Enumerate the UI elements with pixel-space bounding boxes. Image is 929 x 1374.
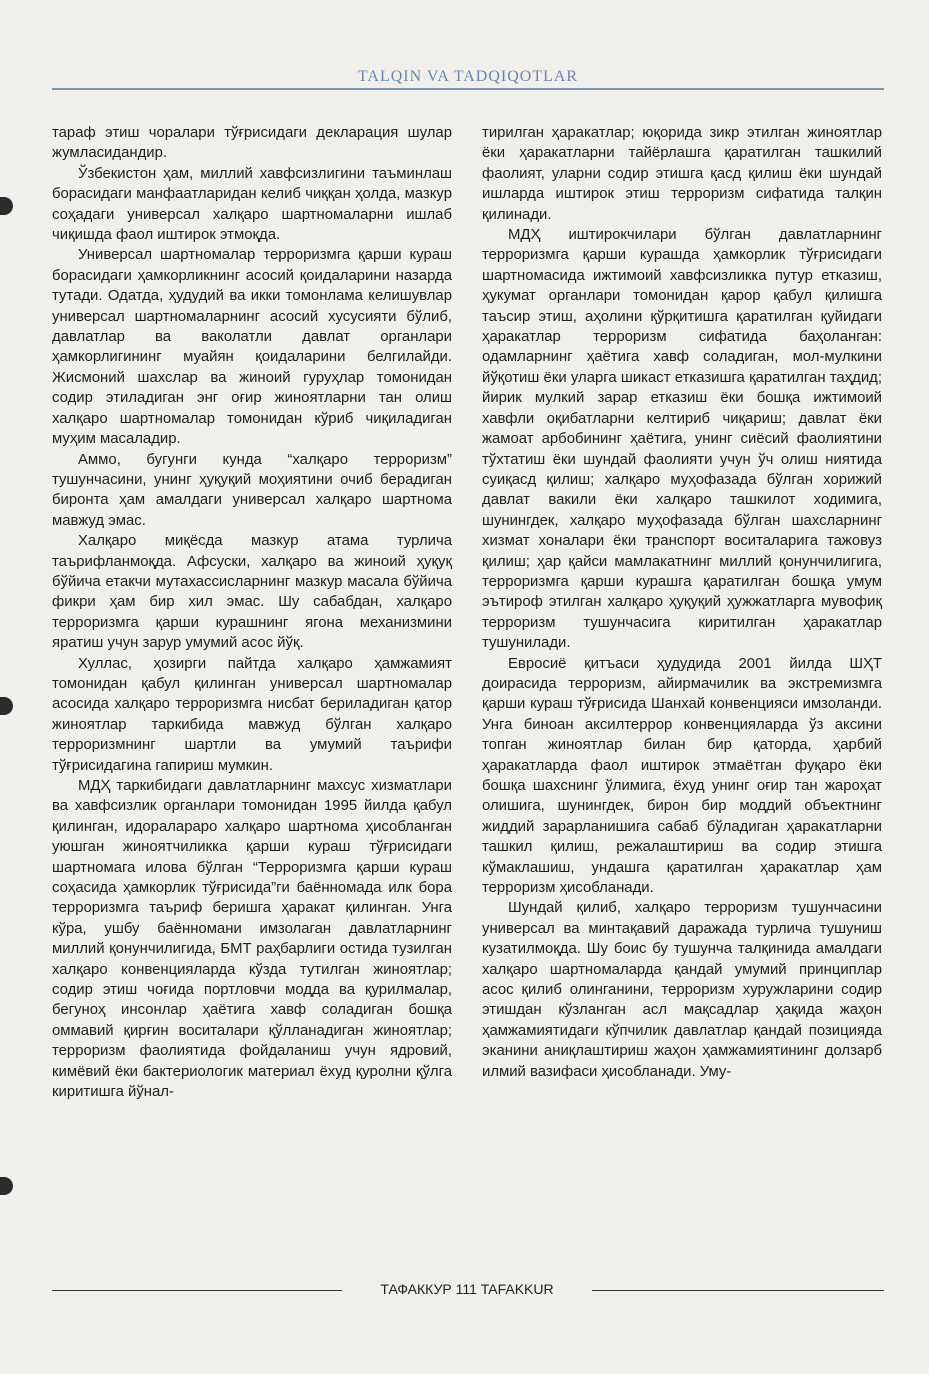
paragraph: Халқаро миқёсда мазкур атама турлича таърифланмоқда. Афсуски, халқаро ва жиноий ҳуқуқ бўйича етакчи мутахассисларнинг мазкур масала бўйича фикри ҳам бир хил эмас. Шу сабабдан, халқаро терроризмга қарши курашнинг ягона механизмини яратиш учун зарур умумий асос йўқ. [52, 533, 452, 652]
header-rule [52, 88, 884, 90]
page-footer [52, 1279, 884, 1303]
right-column [482, 123, 882, 1082]
footer-rule [52, 1290, 342, 1291]
footer-rule [592, 1290, 884, 1291]
paragraph: МДҲ иштирокчилари бўлган давлатларнинг терроризмга қарши курашда ҳамкорлик тўғрисидаги шартномасида ижтимоий хавфсизликка путур етказиш, ҳукумат органлари томонидан қарор қабул қилишга таъсир этиш, аҳолини қўрқитишга қаратилган қуйидаги ҳаракатлар терроризм сифатида баҳоланган: одамларнинг ҳаётига хавф соладиган, мол-мулкини йўқотиш ёки уларга шикаст етказишга қаратилган таҳдид; йирик мулкий зарар етказиш ёки бошқа ижтимоий хавфли оқибатларни келтириб чиқариш; давлат ёки жамоат арбобининг ҳаётига, унинг сиёсий фаолиятини тўхтатиш ёки шундай фаолияти учун ўч олиш ниятида суиқасд қилиш; халқаро муҳофазада бўлган хорижий давлат вакили ёки халқаро ташкилот ходимига, шунингдек, халқаро муҳофазада бўлган шахсларнинг хизмат хоналари ёки транспорт воситаларига тажовуз қилиш; ҳар қайси мамлакатнинг миллий қонунчилигига, терроризмга қарши курашга қаратилган бошқа умум эътироф этилган халқаро ҳуқуқий ҳужжатларга мувофиқ терроризм тушунчасига киритилган ҳаракатлар тушунилади. [482, 227, 882, 652]
paragraph: Ўзбекистон ҳам, миллий хавфсизлигини таъминлаш борасидаги манфаатларидан келиб чиққан ҳолда, мазкур соҳадаги универсал халқаро шартномаларни ишлаб чиқишда фаол иштирок этмоқда. [52, 165, 452, 244]
paragraph: Евросиё қитъаси ҳудудида 2001 йилда ШҲТ доирасида терроризм, айирмачилик ва экстремизмга қарши кураш тўғрисида Шанхай конвенцияси имзоланди. Унга биноан аксилтеррор конвенцияларда ўз аксини топган жиноятлар билан бир қаторда, ҳарбий ҳаракатларда фаол иштирок этмаётган фуқаро ёки бошқа шахснинг ўлимига, ёхуд унинг оғир тан жароҳат олишига, шунингдек, бирон бир моддий объектнинг жиддий зарарланишига сабаб бўладиган ҳаракатларни ташкил қилиш, режалаштириш ва содир этишга кўмаклашиш, ундашга қаратилган ҳаракатлар ҳам терроризм ҳисобланади. [482, 655, 882, 897]
paragraph: тараф этиш чоралари тўғрисидаги декларация шулар жумласидандир. [52, 125, 452, 162]
footer-page-number: ТАФАККУР 111 TAFAKKUR [380, 1281, 554, 1297]
paragraph: Аммо, бугунги кунда “халқаро терроризм” тушунчасини, унинг ҳуқуқий моҳиятини очиб берадиган биронта ҳам амалдаги универсал халқаро шартнома мавжуд эмас. [52, 451, 452, 529]
binder-hole [0, 1177, 13, 1195]
paragraph: МДҲ таркибидаги давлатларнинг махсус хизматлари ва хавфсизлик органлари томонидан 1995 йилда қабул қилинган, идоралараро халқаро шартнома ҳисобланган уюшган жиноятчиликка қарши кураш тўғрисидаги шартномага илова бўлган “Терроризмга қарши кураш соҳасида ҳамкорлик тўғрисида”ги баённомада илк бора терроризмга таъриф беришга ҳаракат қилинган. Унга кўра, ушбу баённомани имзолаган давлатларнинг миллий қонунчилигида, БМТ раҳбарлиги остида тузилган халқаро конвенцияларда кўзда тутилган жиноятлар; содир этиш чоғида портловчи модда ва қурилмалар, бегуноҳ инсонлар ҳаётига хавф соладиган бошқа оммавий қирғин воситалари қўлланадиган жиноятлар; терроризм фаолиятида фойдаланиш учун ядровий, кимёвий ёки бактериологик материал ёхуд қуролни қўлга киритишга йўнал- [52, 778, 452, 1101]
binder-hole [0, 197, 13, 215]
page-header: TALQIN VA TADQIQOTLAR [357, 68, 579, 85]
paragraph: тирилган ҳаракатлар; юқорида зикр этилган жиноятлар ёки ҳаракатларни тайёрлашга қаратилган ташкилий фаолият, уларни содир этишга қасд қилиш ёки шундай ишларда иштирок этиш терроризм сифатида талқин қилинади. [482, 125, 882, 223]
paragraph: Универсал шартномалар терроризмга қарши кураш борасидаги ҳамкорликнинг асосий қоидаларини назарда тутади. Одатда, ҳудудий ва икки томонлама келишувлар универсал шартномаларнинг асосий хусусияти бўлиб, давлатлар ва ваколатли давлат органлари ҳамкорлигининг муайян қоидаларини белгилайди. Жисмоний шахслар ва жиноий гуруҳлар томонидан содир этиладиган энг оғир жиноятларни тан олиш халқаро шартномалар томонидан кўриб чиқиладиган муҳим масаладир. [52, 247, 452, 448]
paragraph: Хуллас, ҳозирги пайтда халқаро ҳамжамият томонидан қабул қилинган универсал шартномалар асосида халқаро терроризмга нисбат бериладиган қатор жиноятлар таркибида мавжуд бўлган халқаро терроризмнинг шартли ва умумий таърифи тўғрисидагина гапириш мумкин. [52, 655, 452, 774]
binder-hole [0, 697, 13, 715]
paragraph: Шундай қилиб, халқаро терроризм тушунчасини универсал ва минтақавий даражада турлича тушуниш кузатилмоқда. Шу боис бу тушунча талқинида амалдаги халқаро шартномаларда қандай умумий принциплар асос қилиб олинганини, терроризм хуружларини содир этишдан кўзланган асл мақсадлар ҳақида жаҳон ҳамжамиятидаги кўпчилик давлатлар қандай позицияда эканини аниқлаштириш жаҳон ҳамжамиятининг долзарб илмий вазифаси ҳисобланади. Уму- [482, 900, 882, 1080]
left-column [52, 123, 452, 1103]
